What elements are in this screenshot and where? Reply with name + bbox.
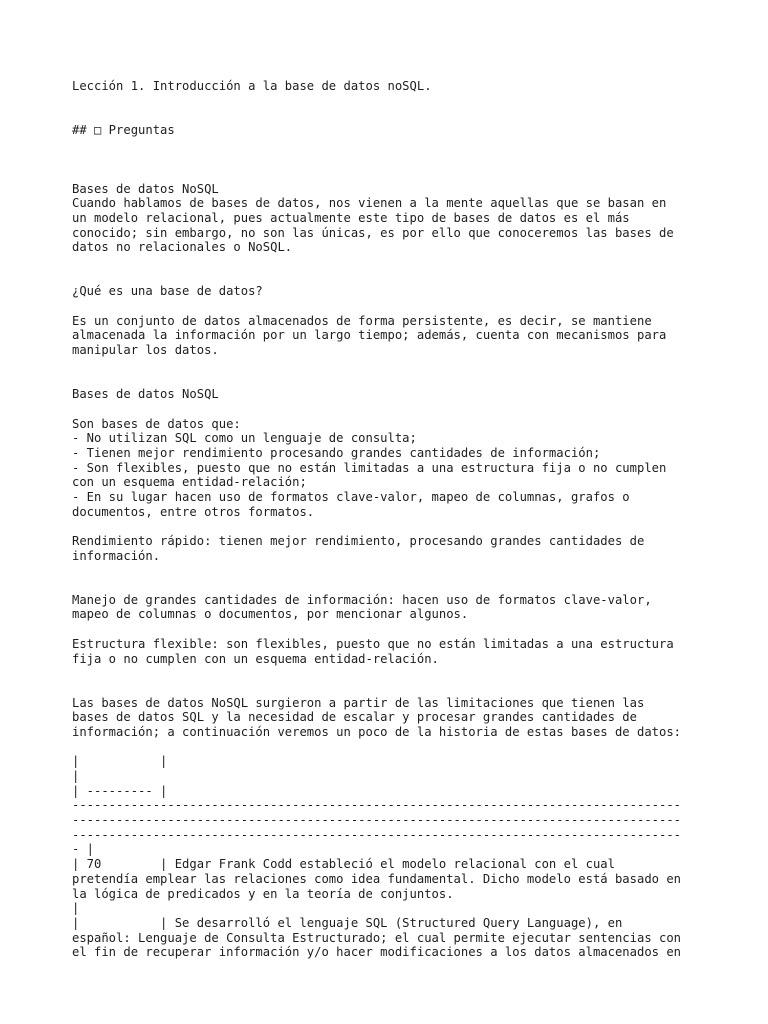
blank-line <box>72 137 712 152</box>
text-line: ----------------------------------------------------------------------------------- <box>72 813 682 828</box>
text-line: Estructura flexible: son flexibles, puesto que no están limitadas a una estructura <box>72 636 674 651</box>
text-line: | --------- | <box>72 783 168 798</box>
blank-line <box>72 740 712 755</box>
text-line: | <box>72 901 80 916</box>
text-line: datos no relacionales o NoSQL. <box>72 240 293 255</box>
text-line: información; a continuación veremos un poco de la historia de estas bases de datos: <box>72 724 682 739</box>
text-line: Bases de datos NoSQL <box>72 387 219 402</box>
text-line: - No utilizan SQL como un lenguaje de consulta; <box>72 431 417 446</box>
blank-line <box>72 666 712 681</box>
text-line: - | <box>72 842 95 857</box>
text-line: ----------------------------------------------------------------------------------- <box>72 827 682 842</box>
text-line: manipular los datos. <box>72 343 219 358</box>
text-line: | | Se desarrolló el lenguaje SQL (Structured Query Language), en <box>72 915 623 930</box>
text-line: Es un conjunto de datos almacenados de forma persistente, es decir, se mantiene <box>72 313 652 328</box>
text-line: ## □ Preguntas <box>72 122 175 137</box>
document-page <box>72 64 712 960</box>
text-line: ----------------------------------------------------------------------------------- <box>72 798 682 813</box>
blank-line <box>72 255 712 270</box>
text-line: el fin de recuperar información y/o hacer modificaciones a los datos almacenados en <box>72 945 682 960</box>
text-line: un modelo relacional, pues actualmente este tipo de bases de datos es el más <box>72 210 630 225</box>
text-line: | 70 | Edgar Frank Codd estableció el modelo relacional con el cual <box>72 857 615 872</box>
text-line: información. <box>72 548 161 563</box>
text-line: la lógica de predicados y en la teoría de conjuntos. <box>72 886 454 901</box>
text-line: | <box>72 769 80 783</box>
text-line: - En su lugar hacen uso de formatos clave-valor, mapeo de columnas, grafos o <box>72 489 630 504</box>
text-line: conocido; sin embargo, no son las únicas, es por ello que conoceremos las bases de <box>72 225 674 240</box>
text-line: ¿Qué es una base de datos? <box>72 284 263 299</box>
text-line: - Son flexibles, puesto que no están limitadas a una estructura fija o no cumplen <box>72 460 667 475</box>
text-line: fija o no cumplen con un esquema entidad-relación. <box>72 651 439 666</box>
text-line: almacenada la información por un largo tiempo; además, cuenta con mecanismos para <box>72 328 667 343</box>
text-line: mapeo de columnas o documentos, por mencionar algunos. <box>72 607 469 622</box>
blank-line <box>72 64 712 79</box>
blank-line <box>72 93 712 108</box>
text-line: español: Lenguaje de Consulta Estructurado; el cual permite ejecutar sentencias con <box>72 930 682 945</box>
text-line: Bases de datos NoSQL <box>72 181 219 196</box>
blank-line <box>72 108 712 123</box>
blank-line <box>72 681 712 696</box>
blank-line <box>72 372 712 387</box>
blank-line <box>72 167 712 182</box>
blank-line <box>72 152 712 167</box>
text-line: Cuando hablamos de bases de datos, nos vienen a la mente aquellas que se basan en <box>72 196 667 211</box>
blank-line <box>72 402 712 417</box>
blank-line <box>72 519 712 534</box>
text-line: Las bases de datos NoSQL surgieron a partir de las limitaciones que tienen las <box>72 695 645 710</box>
text-line: Rendimiento rápido: tienen mejor rendimiento, procesando grandes cantidades de <box>72 534 645 548</box>
text-line: - Tienen mejor rendimiento procesando grandes cantidades de información; <box>72 445 601 460</box>
text-line: Lección 1. Introducción a la base de datos noSQL. <box>72 78 432 93</box>
text-line: | | <box>72 754 168 769</box>
text-line: con un esquema entidad-relación; <box>72 475 307 490</box>
text-line: documentos, entre otros formatos. <box>72 504 315 519</box>
blank-line <box>72 299 712 314</box>
blank-line <box>72 270 712 285</box>
text-line: Manejo de grandes cantidades de información: hacen uso de formatos clave-valor, <box>72 592 652 607</box>
text-line: Son bases de datos que: <box>72 416 241 431</box>
blank-line <box>72 563 712 578</box>
blank-line <box>72 358 712 373</box>
text-line: pretendía emplear las relaciones como idea fundamental. Dicho modelo está basado en <box>72 871 682 886</box>
blank-line <box>72 578 712 593</box>
blank-line <box>72 622 712 637</box>
text-line: bases de datos SQL y la necesidad de escalar y procesar grandes cantidades de <box>72 710 637 725</box>
